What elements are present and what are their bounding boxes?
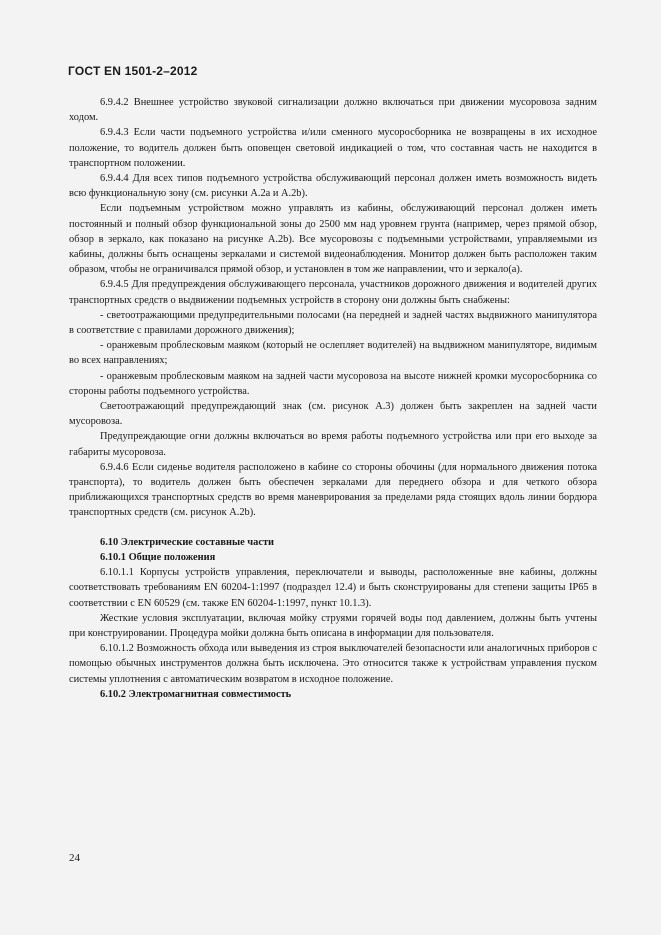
clause-6-9-4-5: 6.9.4.5 Для предупреждения обслуживающего персонала, участников дорожного движения и водителей других транспортных средств о выдвижении подъемных устройств в сторону они должны быть снабжены:: [69, 279, 597, 306]
subsection-heading-6-10-2: 6.10.2 Электромагнитная совместимость: [100, 688, 292, 700]
clause-6-10-1-2: 6.10.1.2 Возможность обхода или выведения из строя выключателей безопасности или аналогичных приборов с помощью обычных инструментов должна быть исключена. Это относится также к устройствам управления пуском системы уплотнения с автоматическим возвратом в исходное положение.: [69, 643, 597, 685]
subsection-heading-6-10-1: 6.10.1 Общие положения: [100, 551, 216, 563]
clause-6-9-4-6: 6.9.4.6 Если сиденье водителя расположено в кабине со стороны обочины (для нормального движения потока транспорта), то водитель должен быть обеспечен зеркалами для переднего обзора и для четкого обзора приближающихся транспортных средств во время маневрирования за пределами ряда стоящих вдоль линии бордюра транспортных средств (см. рисунок А.2b).: [69, 461, 597, 519]
list-item-beacon-manipulator: - оранжевым проблесковым маяком (который не ослепляет водителей) на выдвижном манипуляторе, видимым во всех направлениях;: [69, 340, 597, 367]
paragraph-cab-control: Если подъемным устройством можно управлять из кабины, обслуживающий персонал должен иметь постоянный и полный обзор функциональной зоны до 2500 мм над уровнем грунта (например, через прямой обзор, обзор в зеркало, как показано на рисунке А.2b). Все мусоровозы с подъемными устройствами, управляемыми из кабины, должны быть оснащены зеркалами и системой видеонаблюдения. Монитор должен быть расположен таким образом, чтобы не ограничивался прямой обзор, и установлен в том же направлении, что и зеркало(а).: [69, 203, 597, 276]
list-item-beacon-rear: - оранжевым проблесковым маяком на задней части мусоровоза на высоте нижней кромки мусоросборника со стороны работы подъемного устройства.: [69, 370, 597, 397]
section-heading-6-10: 6.10 Электрические составные части: [100, 536, 275, 548]
clause-6-9-4-3: 6.9.4.3 Если части подъемного устройства и/или сменного мусоросборника не возвращены в их исходное положение, то водитель должен быть оповещен световой индикацией о том, что составная часть не находится в транспортном положении.: [69, 127, 597, 169]
page-header-standard-code: ГОСТ EN 1501-2–2012: [68, 64, 198, 78]
paragraph-warning-sign: Светоотражающий предупреждающий знак (см. рисунок А.3) должен быть закреплен на задней части мусоровоза.: [69, 401, 597, 428]
clause-6-10-1-1: 6.10.1.1 Корпусы устройств управления, переключатели и выводы, расположенные вне кабины, должны соответствовать требованиям EN 60204-1:1997 (подраздел 12.4) и быть сконструированы для степени защиты IP65 в соответствии с EN 60529 (см. также EN 60204-1:1997, пункт 10.1.3).: [69, 567, 597, 609]
paragraph-operating-conditions: Жесткие условия эксплуатации, включая мойку струями горячей воды под давлением, должны быть учтены при конструировании. Процедура мойки должна быть описана в информации для пользователя.: [69, 612, 597, 639]
document-body: [69, 95, 597, 702]
paragraph-warning-lights: Предупреждающие огни должны включаться во время работы подъемного устройства или при его выходе за габариты мусоровоза.: [69, 431, 597, 458]
clause-6-9-4-4: 6.9.4.4 Для всех типов подъемного устройства обслуживающий персонал должен иметь возможность видеть всю функциональную зону (см. рисунки А.2а и А.2b).: [69, 173, 597, 200]
clause-6-9-4-2: 6.9.4.2 Внешнее устройство звуковой сигнализации должно включаться при движении мусоровоза задним ходом.: [69, 97, 597, 124]
page-number: 24: [69, 852, 80, 864]
list-item-reflective-strips: - светоотражающими предупредительными полосами (на передней и задней частях выдвижного манипулятора в соответствие с правилами дорожного движения);: [69, 309, 597, 337]
